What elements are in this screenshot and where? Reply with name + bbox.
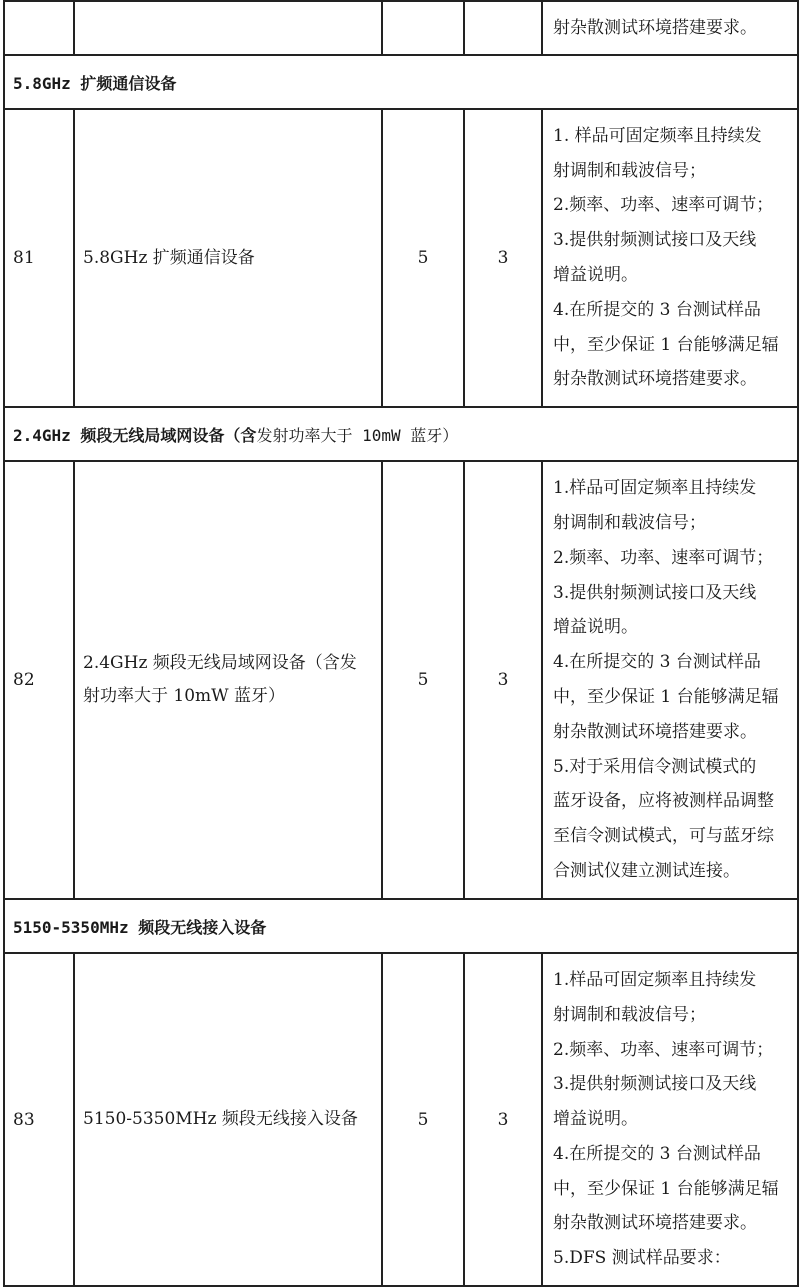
document-page: [3, 0, 797, 1277]
table-row: [4, 953, 798, 1286]
name-line: 射功率大于 10mW 蓝牙）: [83, 686, 286, 706]
section-header-row: [4, 407, 798, 461]
count-cell: 3: [464, 109, 542, 407]
count-cell: [464, 1, 542, 55]
quantity-cell: 5: [382, 461, 464, 899]
requirement-line: 5.对于采用信令测试模式的: [553, 756, 757, 777]
table-row: [4, 461, 798, 899]
requirement-line: 蓝牙设备，应将被测样品调整: [553, 791, 774, 812]
requirement-line: 射调制和载波信号；: [553, 513, 706, 534]
requirement-line: 至信令测试模式，可与蓝牙综: [553, 826, 774, 847]
count-cell: 3: [464, 461, 542, 899]
requirement-line: 中，至少保证 1 台能够满足辐: [553, 1178, 779, 1199]
section-title: 5150-5350MHz 频段无线接入设备: [4, 899, 798, 953]
requirement-line: 射调制和载波信号；: [553, 160, 706, 181]
requirement-line: 增益说明。: [553, 617, 638, 638]
name-cell: [74, 1, 382, 55]
requirement-line: 射杂散测试环境搭建要求。: [553, 721, 757, 742]
name-cell: [74, 461, 382, 899]
section-title: 2.4GHz 频段无线局域网设备（含发射功率大于 10mW 蓝牙）: [4, 407, 798, 461]
requirement-line: 1.样品可固定频率且持续发: [553, 969, 757, 990]
requirement-line: 增益说明。: [553, 1109, 638, 1130]
quantity-cell: 5: [382, 953, 464, 1286]
requirement-line: 1. 样品可固定频率且持续发: [553, 125, 762, 146]
requirement-line: 射调制和载波信号；: [553, 1004, 706, 1025]
requirement-line: 4.在所提交的 3 台测试样品: [553, 299, 761, 320]
section-header-row: [4, 55, 798, 109]
requirement-line: 3.提供射频测试接口及天线: [553, 582, 757, 603]
name-line: 5.8GHz 扩频通信设备: [83, 247, 255, 268]
requirement-line: 2.频率、功率、速率可调节；: [553, 547, 774, 568]
quantity-cell: [382, 1, 464, 55]
requirements-cell: [542, 109, 798, 407]
quantity-cell: 5: [382, 109, 464, 407]
table-row: [4, 1, 798, 55]
table-row: [4, 109, 798, 407]
requirements-cell: [542, 1, 798, 55]
requirement-line: 中，至少保证 1 台能够满足辐: [553, 687, 779, 707]
requirement-line: 4.在所提交的 3 台测试样品: [553, 652, 761, 673]
requirement-line: 3.提供射频测试接口及天线: [553, 1074, 757, 1095]
number-cell: [4, 1, 74, 55]
number-cell: 82: [4, 461, 74, 899]
requirement-line: 射杂散测试环境搭建要求。: [553, 369, 757, 390]
name-cell: [74, 953, 382, 1286]
requirement-line: 5.DFS 测试样品要求：: [553, 1248, 731, 1269]
name-line: 5150-5350MHz 频段无线接入设备: [83, 1109, 358, 1129]
section-title: 5.8GHz 扩频通信设备: [4, 55, 798, 109]
section-header-row: [4, 899, 798, 953]
number-cell: 81: [4, 109, 74, 407]
name-line: 2.4GHz 频段无线局域网设备（含发: [83, 653, 357, 673]
name-cell: [74, 109, 382, 407]
test-sample-table: [3, 0, 799, 1287]
requirements-cell: [542, 461, 798, 899]
requirement-line: 1.样品可固定频率且持续发: [553, 478, 757, 499]
requirement-line: 4.在所提交的 3 台测试样品: [553, 1143, 761, 1164]
requirement-line: 中，至少保证 1 台能够满足辐: [553, 334, 779, 355]
requirement-line: 增益说明。: [553, 265, 638, 285]
requirement-line: 3.提供射频测试接口及天线: [553, 230, 757, 251]
requirement-line: 2.频率、功率、速率可调节；: [553, 1039, 774, 1060]
requirement-line: 射杂散测试环境搭建要求。: [553, 1213, 757, 1234]
requirement-line: 2.频率、功率、速率可调节；: [553, 195, 774, 216]
number-cell: 83: [4, 953, 74, 1286]
count-cell: 3: [464, 953, 542, 1286]
requirements-cell: [542, 953, 798, 1286]
requirement-line: 射杂散测试环境搭建要求。: [553, 17, 757, 38]
requirement-line: 合测试仪建立测试连接。: [553, 860, 740, 881]
